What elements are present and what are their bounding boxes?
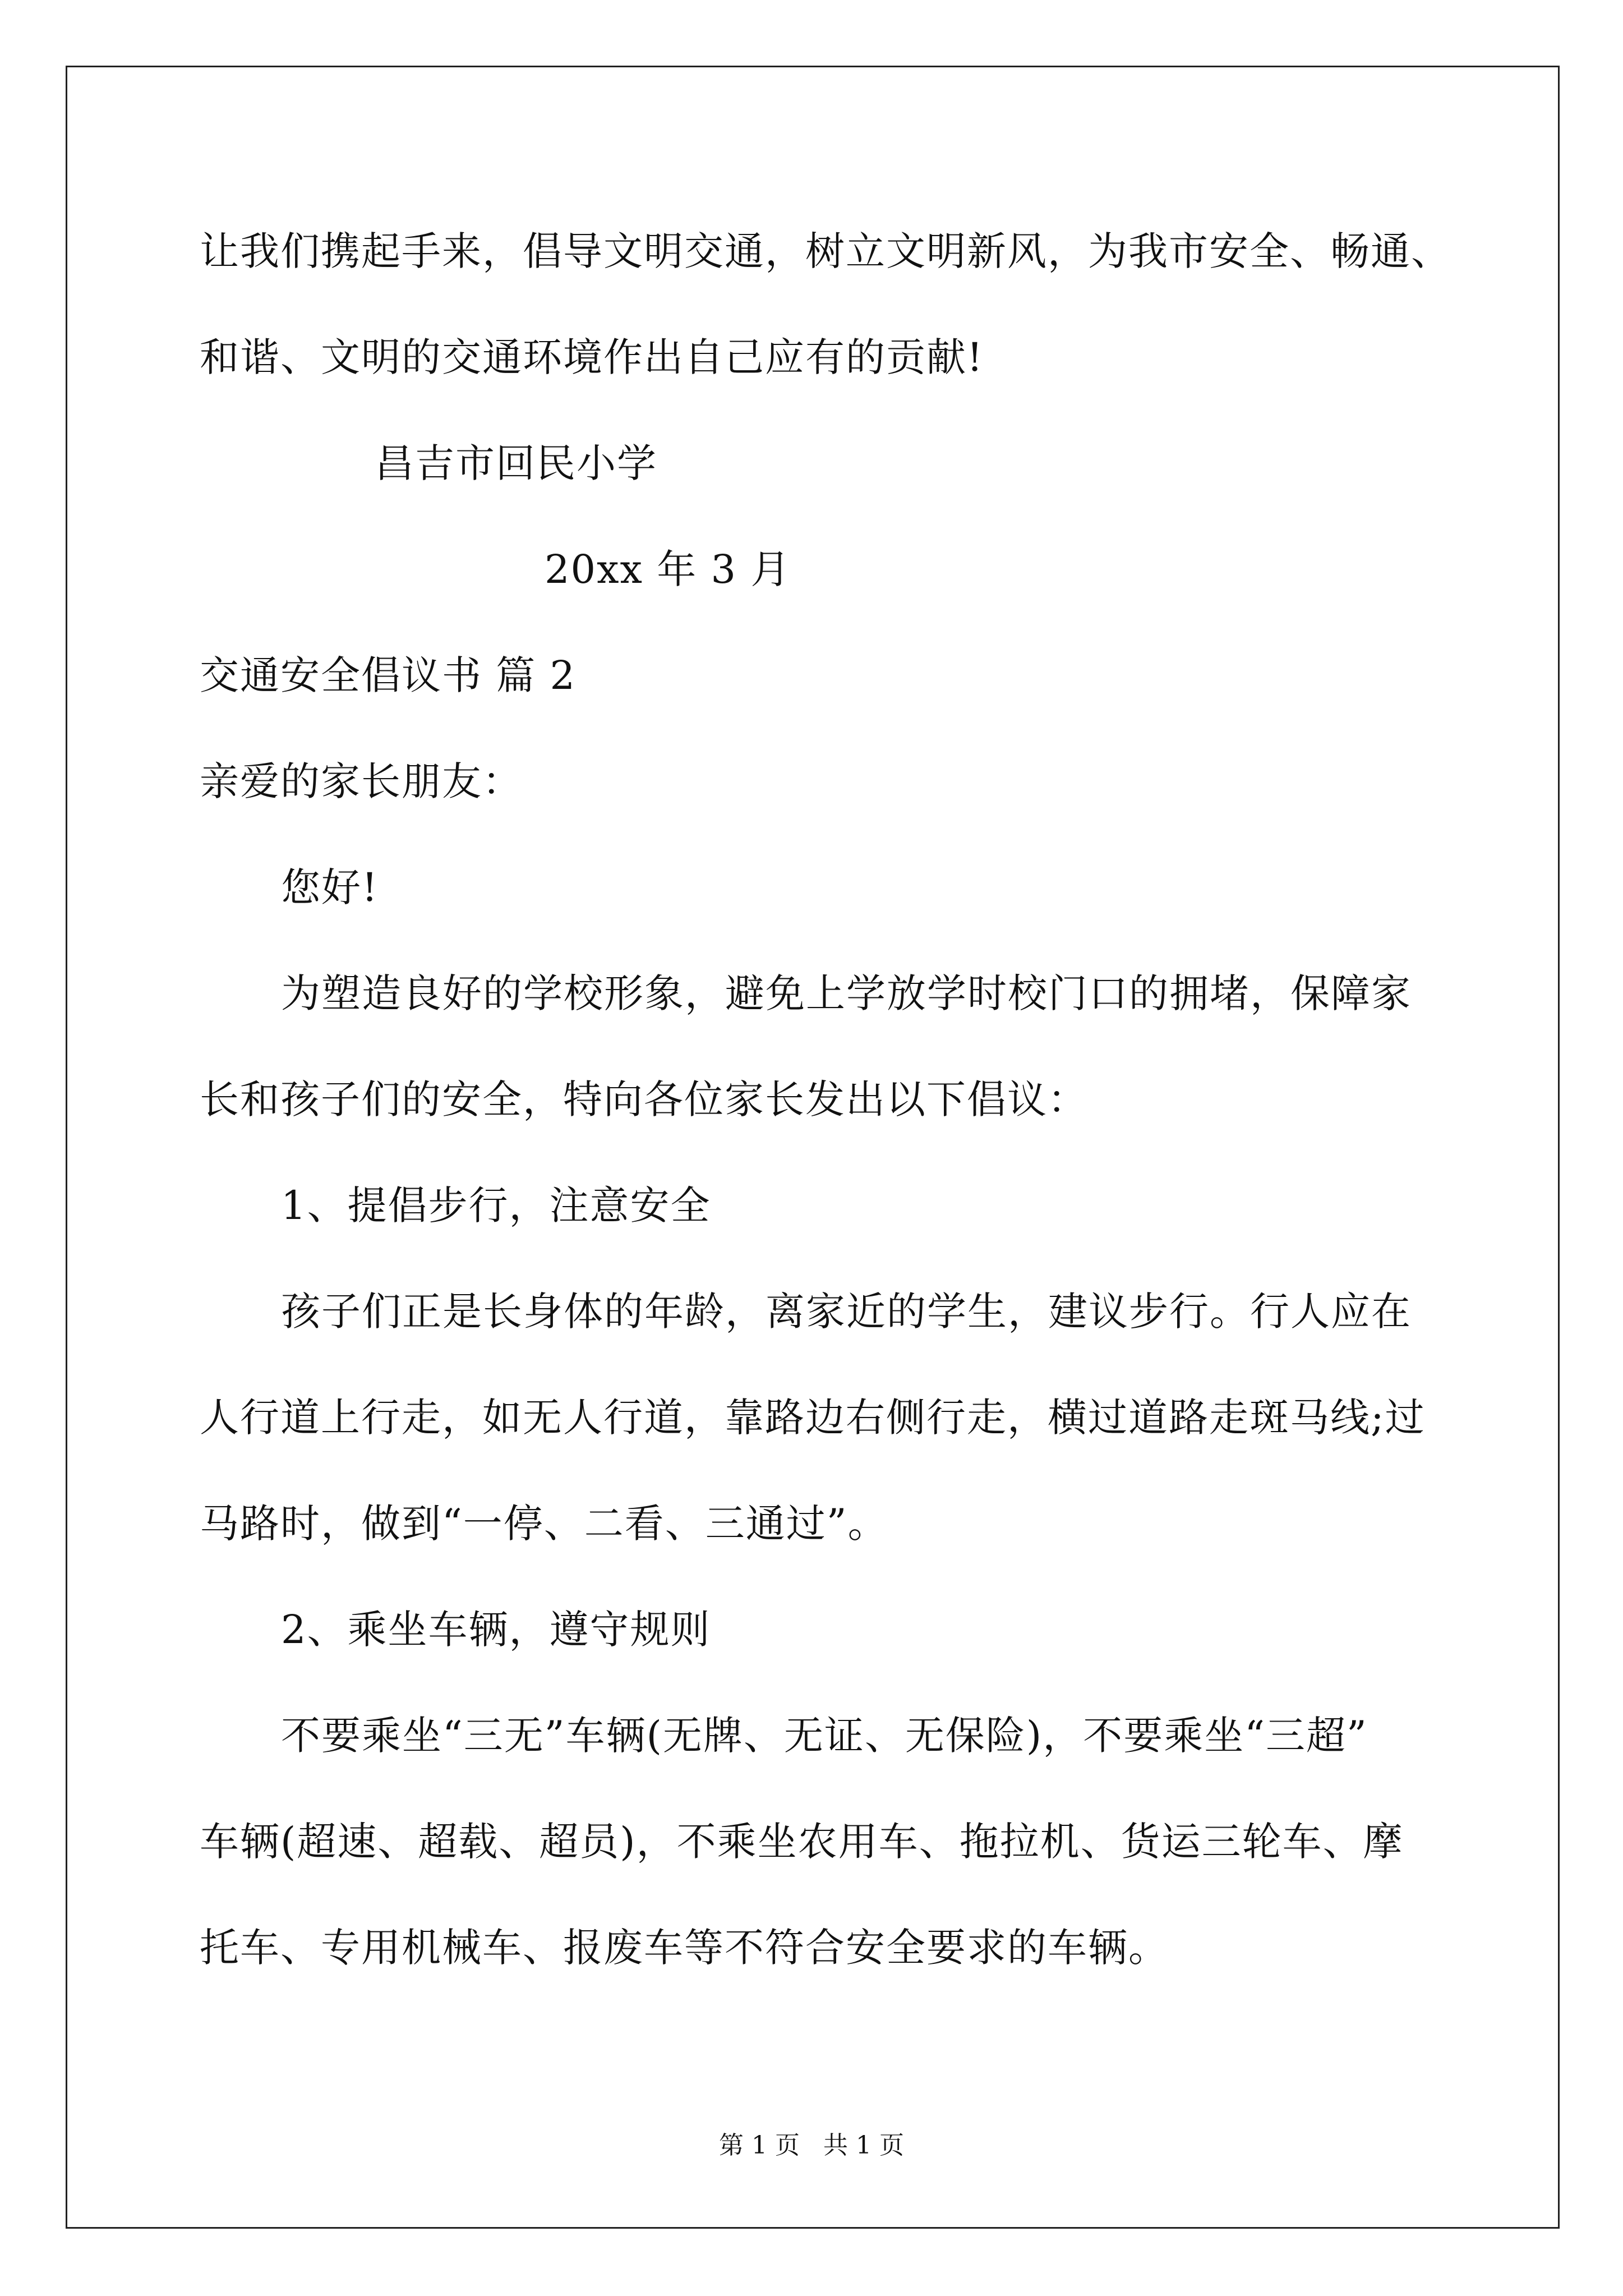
paragraph-line: 托车、专用机械车、报废车等不符合安全要求的车辆。 xyxy=(200,1925,1169,1971)
page-border xyxy=(66,66,1560,2229)
paragraph-line: 车辆(超速、超载、超员)，不乘坐农用车、拖拉机、货运三轮车、摩 xyxy=(200,1819,1404,1865)
item-heading-1: 1、提倡步行，注意安全 xyxy=(281,1182,711,1228)
paragraph-line: 让我们携起手来，倡导文明交通，树立文明新风，为我市安全、畅通、 xyxy=(200,228,1451,274)
paragraph-line: 为塑造良好的学校形象，避免上学放学时校门口的拥堵，保障家 xyxy=(281,970,1412,1016)
signature-date: 20xx 年 3 月 xyxy=(545,546,791,592)
paragraph-line: 马路时，做到“一停、二看、三通过”。 xyxy=(200,1501,888,1547)
paragraph-line: 不要乘坐“三无”车辆(无牌、无证、无保险)，不要乘坐“三超” xyxy=(281,1713,1368,1759)
page-footer: 第 1 页 共 1 页 xyxy=(719,2131,904,2160)
salutation: 亲爱的家长朋友： xyxy=(200,758,523,804)
signature-school: 昌吉市回民小学 xyxy=(375,440,657,486)
greeting: 您好! xyxy=(281,864,379,910)
paragraph-line: 人行道上行走，如无人行道，靠路边右侧行走，横过道路走斑马线;过 xyxy=(200,1395,1426,1441)
paragraph-line: 和谐、文明的交通环境作出自己应有的贡献! xyxy=(200,334,984,380)
paragraph-line: 孩子们正是长身体的年龄，离家近的学生，建议步行。行人应在 xyxy=(281,1289,1412,1335)
paragraph-line: 长和孩子们的安全，特向各位家长发出以下倡议： xyxy=(200,1076,1088,1122)
section-title: 交通安全倡议书 篇 2 xyxy=(200,652,577,698)
item-heading-2: 2、乘坐车辆，遵守规则 xyxy=(281,1607,711,1653)
